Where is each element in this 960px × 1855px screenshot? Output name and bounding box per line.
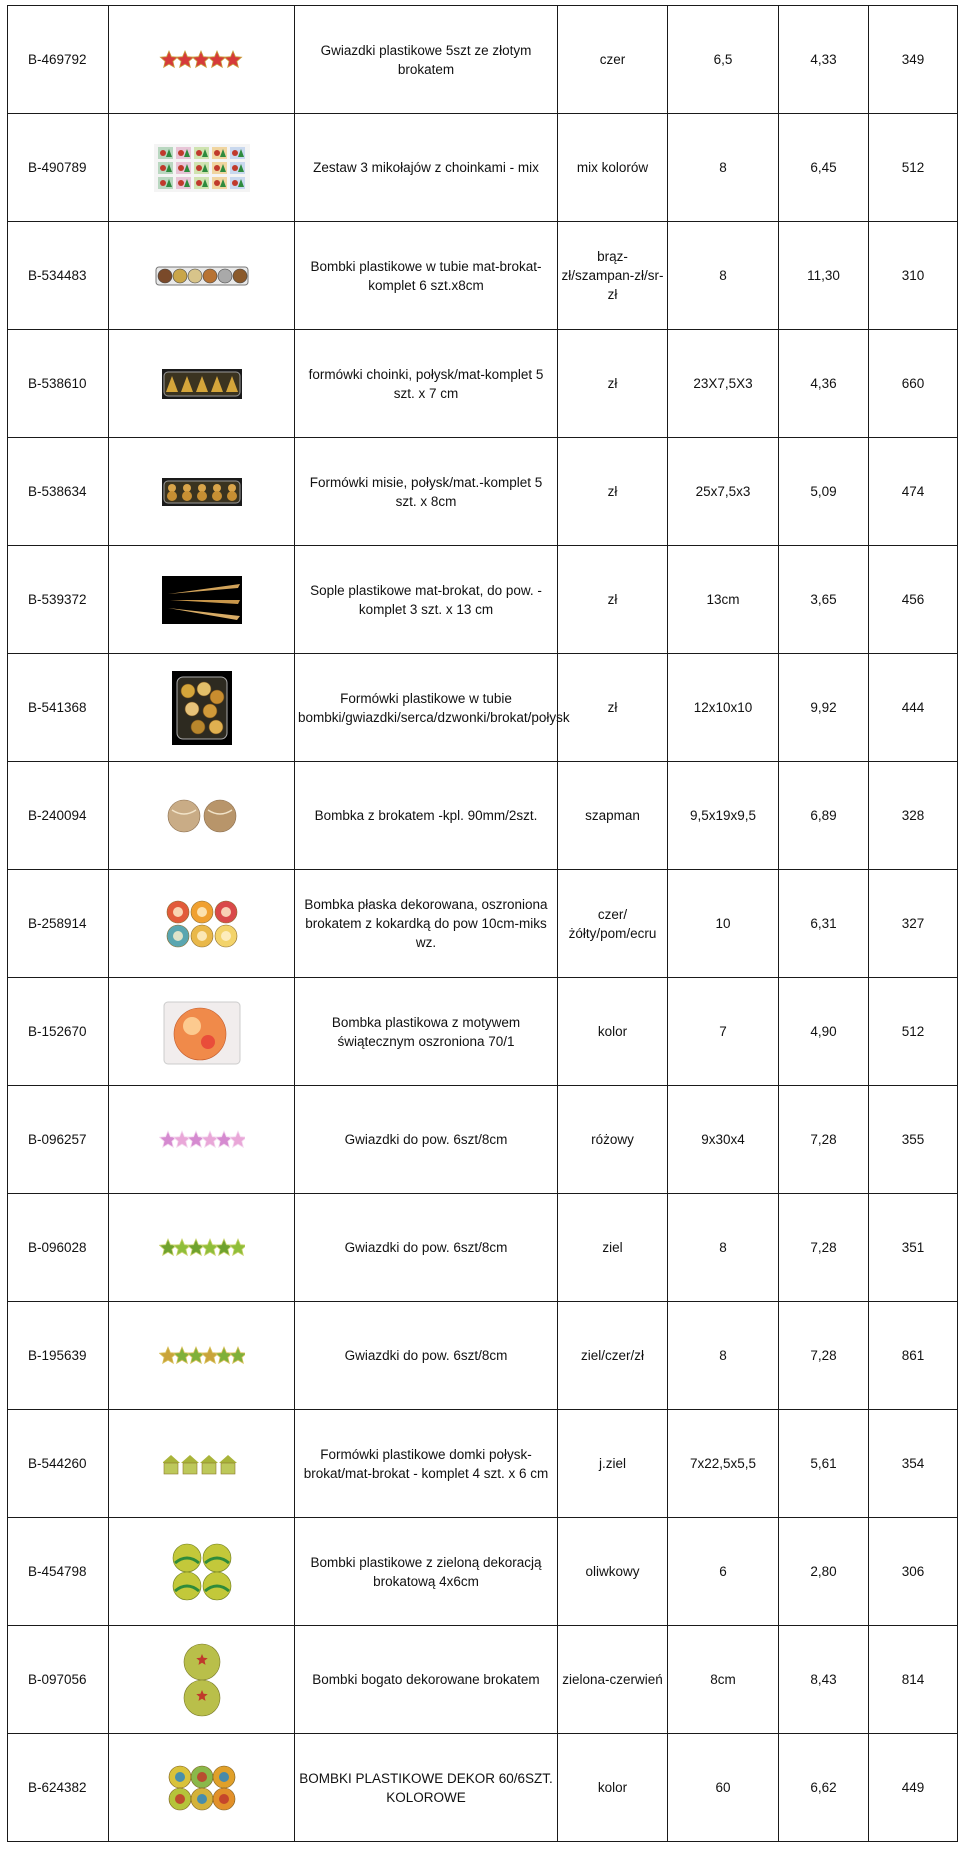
product-size: 23X7,5X3 [668, 330, 779, 438]
product-row [8, 1302, 958, 1410]
product-row [8, 330, 958, 438]
product-image [109, 978, 295, 1086]
product-color: szapman [558, 762, 668, 870]
product-code: B-538610 [8, 330, 109, 438]
product-color: ziel [558, 1194, 668, 1302]
product-color: czer [558, 6, 668, 114]
product-name: Bombka plastikowa z motywem świątecznym oszroniona 70/1 [295, 978, 558, 1086]
product-row [8, 1086, 958, 1194]
product-code: B-097056 [8, 1626, 109, 1734]
product-row [8, 1734, 958, 1842]
product-quantity: 351 [869, 1194, 958, 1302]
product-size: 7 [668, 978, 779, 1086]
product-photo [112, 265, 291, 287]
product-image [109, 1194, 295, 1302]
product-color: kolor [558, 978, 668, 1086]
product-code: B-490789 [8, 114, 109, 222]
product-code: B-538634 [8, 438, 109, 546]
product-size: 60 [668, 1734, 779, 1842]
product-quantity: 306 [869, 1518, 958, 1626]
product-color: zł [558, 330, 668, 438]
product-name: Bombki plastikowe w tubie mat-brokat-komplet 6 szt.x8cm [295, 222, 558, 330]
product-quantity: 660 [869, 330, 958, 438]
product-quantity: 449 [869, 1734, 958, 1842]
product-color: zielona-czerwień [558, 1626, 668, 1734]
product-color: mix kolorów [558, 114, 668, 222]
product-size: 8cm [668, 1626, 779, 1734]
product-price: 4,90 [779, 978, 869, 1086]
product-name: Sople plastikowe mat-brokat, do pow. - komplet 3 szt. x 13 cm [295, 546, 558, 654]
product-quantity: 814 [869, 1626, 958, 1734]
product-price: 5,61 [779, 1410, 869, 1518]
product-image [109, 114, 295, 222]
product-code: B-469792 [8, 6, 109, 114]
product-code: B-624382 [8, 1734, 109, 1842]
product-color: kolor [558, 1734, 668, 1842]
product-row [8, 6, 958, 114]
product-price: 4,33 [779, 6, 869, 114]
product-code: B-454798 [8, 1518, 109, 1626]
product-color: ziel/czer/zł [558, 1302, 668, 1410]
product-size: 25x7,5x3 [668, 438, 779, 546]
product-color: różowy [558, 1086, 668, 1194]
product-image [109, 1410, 295, 1518]
product-size: 7x22,5x5,5 [668, 1410, 779, 1518]
product-size: 8 [668, 114, 779, 222]
product-row [8, 438, 958, 546]
product-name: Formówki misie, połysk/mat.-komplet 5 szt. x 8cm [295, 438, 558, 546]
product-photo [112, 48, 291, 72]
product-color: brąz-zł/szampan-zł/sr-zł [558, 222, 668, 330]
product-photo [112, 1763, 291, 1813]
product-price: 6,31 [779, 870, 869, 978]
product-quantity: 349 [869, 6, 958, 114]
product-color: czer/żółty/pom/ecru [558, 870, 668, 978]
product-size: 8 [668, 1302, 779, 1410]
product-row [8, 978, 958, 1086]
product-image [109, 546, 295, 654]
product-price: 11,30 [779, 222, 869, 330]
product-size: 8 [668, 222, 779, 330]
product-name: Formówki plastikowe w tubie bombki/gwiazdki/serca/dzwonki/brokat/połysk [295, 654, 558, 762]
product-image [109, 654, 295, 762]
product-photo [112, 1129, 291, 1151]
product-price: 2,80 [779, 1518, 869, 1626]
product-image [109, 222, 295, 330]
product-row [8, 114, 958, 222]
product-row [8, 1410, 958, 1518]
product-image [109, 1086, 295, 1194]
product-code: B-195639 [8, 1302, 109, 1410]
product-code: B-541368 [8, 654, 109, 762]
product-size: 13cm [668, 546, 779, 654]
product-name: Bombki bogato dekorowane brokatem [295, 1626, 558, 1734]
product-row [8, 222, 958, 330]
product-size: 8 [668, 1194, 779, 1302]
product-price: 7,28 [779, 1194, 869, 1302]
product-code: B-544260 [8, 1410, 109, 1518]
product-quantity: 512 [869, 978, 958, 1086]
product-price: 9,92 [779, 654, 869, 762]
product-name: Gwiazdki plastikowe 5szt ze złotym brokatem [295, 6, 558, 114]
product-image [109, 1518, 295, 1626]
product-price: 7,28 [779, 1086, 869, 1194]
product-row [8, 1626, 958, 1734]
product-name: Gwiazdki do pow. 6szt/8cm [295, 1194, 558, 1302]
product-quantity: 474 [869, 438, 958, 546]
product-photo [112, 144, 291, 192]
product-photo [112, 798, 291, 834]
product-quantity: 310 [869, 222, 958, 330]
product-price: 6,45 [779, 114, 869, 222]
product-image [109, 762, 295, 870]
product-size: 9,5x19x9,5 [668, 762, 779, 870]
product-photo [112, 671, 291, 745]
product-quantity: 861 [869, 1302, 958, 1410]
product-name: Zestaw 3 mikołajów z choinkami - mix [295, 114, 558, 222]
product-price: 6,89 [779, 762, 869, 870]
product-price: 5,09 [779, 438, 869, 546]
product-row [8, 762, 958, 870]
product-image [109, 1734, 295, 1842]
product-color: zł [558, 546, 668, 654]
product-photo [112, 1345, 291, 1367]
product-name: Bombka płaska dekorowana, oszroniona brokatem z kokardką do pow 10cm-miks wz. [295, 870, 558, 978]
product-photo [112, 1451, 291, 1477]
product-size: 12x10x10 [668, 654, 779, 762]
product-table [7, 5, 958, 1842]
product-price: 7,28 [779, 1302, 869, 1410]
product-photo [112, 898, 291, 950]
product-image [109, 330, 295, 438]
product-photo [112, 1540, 291, 1604]
product-photo [112, 1237, 291, 1259]
product-quantity: 444 [869, 654, 958, 762]
product-quantity: 354 [869, 1410, 958, 1518]
product-quantity: 355 [869, 1086, 958, 1194]
product-name: Gwiazdki do pow. 6szt/8cm [295, 1302, 558, 1410]
product-image [109, 6, 295, 114]
product-name: Formówki plastikowe domki połysk-brokat/mat-brokat - komplet 4 szt. x 6 cm [295, 1410, 558, 1518]
product-row [8, 546, 958, 654]
product-code: B-096257 [8, 1086, 109, 1194]
product-image [109, 1626, 295, 1734]
product-quantity: 327 [869, 870, 958, 978]
product-price: 3,65 [779, 546, 869, 654]
product-code: B-096028 [8, 1194, 109, 1302]
product-row [8, 1194, 958, 1302]
product-quantity: 512 [869, 114, 958, 222]
product-photo [112, 576, 291, 624]
product-size: 6,5 [668, 6, 779, 114]
product-color: j.ziel [558, 1410, 668, 1518]
product-color: oliwkowy [558, 1518, 668, 1626]
product-size: 6 [668, 1518, 779, 1626]
product-image [109, 438, 295, 546]
product-color: zł [558, 654, 668, 762]
product-size: 10 [668, 870, 779, 978]
product-code: B-539372 [8, 546, 109, 654]
product-photo [112, 369, 291, 399]
product-quantity: 456 [869, 546, 958, 654]
product-name: Bombka z brokatem -kpl. 90mm/2szt. [295, 762, 558, 870]
product-photo [112, 996, 291, 1068]
product-size: 9x30x4 [668, 1086, 779, 1194]
product-row [8, 654, 958, 762]
product-price: 6,62 [779, 1734, 869, 1842]
product-price: 4,36 [779, 330, 869, 438]
product-code: B-258914 [8, 870, 109, 978]
product-name: Bombki plastikowe z zieloną dekoracją brokatową 4x6cm [295, 1518, 558, 1626]
product-photo [112, 1642, 291, 1718]
product-color: zł [558, 438, 668, 546]
product-code: B-152670 [8, 978, 109, 1086]
product-name: BOMBKI PLASTIKOWE DEKOR 60/6SZT. KOLOROWE [295, 1734, 558, 1842]
product-row [8, 870, 958, 978]
product-photo [112, 478, 291, 506]
product-name: formówki choinki, połysk/mat-komplet 5 szt. x 7 cm [295, 330, 558, 438]
product-row [8, 1518, 958, 1626]
product-quantity: 328 [869, 762, 958, 870]
product-code: B-534483 [8, 222, 109, 330]
product-name: Gwiazdki do pow. 6szt/8cm [295, 1086, 558, 1194]
product-image [109, 870, 295, 978]
product-code: B-240094 [8, 762, 109, 870]
product-image [109, 1302, 295, 1410]
product-price: 8,43 [779, 1626, 869, 1734]
